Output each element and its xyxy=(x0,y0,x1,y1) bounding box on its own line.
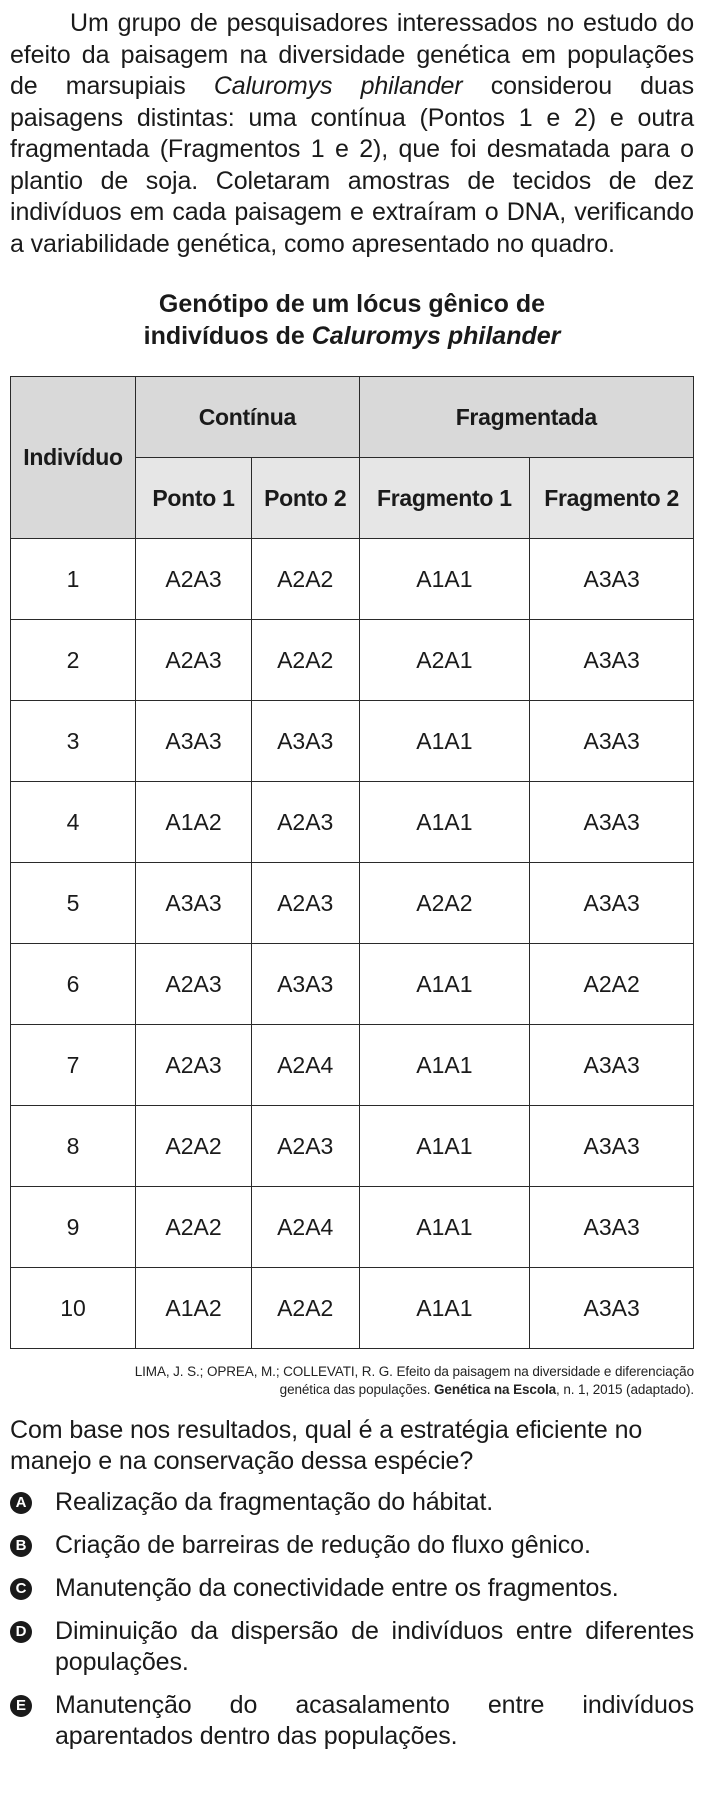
table-row xyxy=(11,1268,694,1349)
table-row xyxy=(11,944,694,1025)
cell-ponto-2: A2A3 xyxy=(251,1106,359,1187)
cell-individuo: 6 xyxy=(11,944,136,1025)
cell-fragmento-2: A3A3 xyxy=(530,1025,694,1106)
question-stem: Com base nos resultados, qual é a estratégia eficiente no manejo e na conservação dessa espécie? xyxy=(10,1416,643,1475)
header-continua: Contínua xyxy=(136,377,359,458)
cell-individuo: 1 xyxy=(11,539,136,620)
cell-ponto-2: A3A3 xyxy=(251,944,359,1025)
table-row xyxy=(11,539,694,620)
cell-fragmento-1: A1A1 xyxy=(359,701,530,782)
subheader-fragmento-2: Fragmento 2 xyxy=(530,458,694,539)
option-b-letter-badge: B xyxy=(10,1535,32,1557)
table-title-species: Caluromys philander xyxy=(311,322,561,350)
option-b[interactable] xyxy=(10,1530,694,1561)
cell-ponto-2: A2A4 xyxy=(251,1187,359,1268)
cell-ponto-1: A2A3 xyxy=(136,1025,252,1106)
intro-species-name: Caluromys philander xyxy=(213,72,463,100)
table-row xyxy=(11,782,694,863)
cell-fragmento-2: A3A3 xyxy=(530,782,694,863)
cell-fragmento-2: A3A3 xyxy=(530,1187,694,1268)
option-c-letter-badge: C xyxy=(10,1578,32,1600)
cell-fragmento-2: A2A2 xyxy=(530,944,694,1025)
source-citation xyxy=(10,1363,694,1399)
cell-ponto-1: A2A2 xyxy=(136,1106,252,1187)
cell-ponto-2: A2A3 xyxy=(251,782,359,863)
subheader-fragmento-1: Fragmento 1 xyxy=(359,458,530,539)
table-title-line2 xyxy=(10,320,694,352)
option-d-text: Diminuição da dispersão de indivíduos entre diferentes populações. xyxy=(55,1617,694,1676)
header-individuo: Indivíduo xyxy=(11,377,136,539)
option-b-text: Criação de barreiras de redução do fluxo gênico. xyxy=(55,1531,591,1559)
cell-fragmento-1: A1A1 xyxy=(359,1025,530,1106)
table-title-prefix: indivíduos de xyxy=(143,322,312,350)
option-e[interactable] xyxy=(10,1690,694,1752)
cell-ponto-1: A2A3 xyxy=(136,539,252,620)
source-line-2-prefix: genética das populações. xyxy=(279,1382,435,1397)
cell-ponto-2: A2A4 xyxy=(251,1025,359,1106)
subheader-ponto-1: Ponto 1 xyxy=(136,458,252,539)
cell-ponto-2: A3A3 xyxy=(251,701,359,782)
cell-ponto-2: A2A2 xyxy=(251,620,359,701)
genotype-table xyxy=(10,376,694,1349)
cell-fragmento-1: A1A1 xyxy=(359,1187,530,1268)
table-row xyxy=(11,620,694,701)
cell-fragmento-1: A1A1 xyxy=(359,1268,530,1349)
table-title-line1: Genótipo de um lócus gênico de xyxy=(158,290,546,318)
source-line-2-suffix: , n. 1, 2015 (adaptado). xyxy=(556,1382,694,1397)
cell-ponto-1: A2A3 xyxy=(136,620,252,701)
cell-fragmento-2: A3A3 xyxy=(530,863,694,944)
cell-individuo: 7 xyxy=(11,1025,136,1106)
cell-fragmento-1: A1A1 xyxy=(359,1106,530,1187)
header-fragmentada: Fragmentada xyxy=(359,377,694,458)
cell-individuo: 9 xyxy=(11,1187,136,1268)
table-row xyxy=(11,1106,694,1187)
cell-ponto-1: A1A2 xyxy=(136,782,252,863)
cell-ponto-1: A3A3 xyxy=(136,701,252,782)
question-page xyxy=(10,8,694,1764)
option-a[interactable] xyxy=(10,1487,694,1518)
source-journal: Genética na Escola xyxy=(434,1382,557,1397)
cell-fragmento-2: A3A3 xyxy=(530,620,694,701)
source-line-2 xyxy=(10,1381,694,1399)
cell-ponto-1: A2A3 xyxy=(136,944,252,1025)
cell-individuo: 4 xyxy=(11,782,136,863)
subheader-ponto-2: Ponto 2 xyxy=(251,458,359,539)
intro-text-part2: considerou duas paisagens distintas: uma contínua (Pontos 1 e 2) e outra fragmentada (Fragmentos 1 e 2), que foi desmatada para o plantio de soja. Coletaram amostras de tecidos de dez indivíduos em cada paisagem e extraíram o DNA, verificando a variabilidade genética, como apresentado no quadro. xyxy=(10,72,694,258)
option-e-text: Manutenção do acasalamento entre indivíduos aparentados dentro das populações. xyxy=(55,1691,694,1750)
cell-ponto-1: A2A2 xyxy=(136,1187,252,1268)
cell-fragmento-2: A3A3 xyxy=(530,1106,694,1187)
cell-individuo: 2 xyxy=(11,620,136,701)
table-title xyxy=(10,288,694,352)
option-c[interactable] xyxy=(10,1573,694,1604)
intro-text-part1: Um grupo de pesquisadores interessados no estudo do efeito da paisagem na diversidade genética em populações de marsupiais xyxy=(10,9,694,100)
option-a-letter-badge: A xyxy=(10,1492,32,1514)
cell-fragmento-1: A1A1 xyxy=(359,944,530,1025)
cell-individuo: 10 xyxy=(11,1268,136,1349)
cell-individuo: 5 xyxy=(11,863,136,944)
cell-ponto-2: A2A2 xyxy=(251,539,359,620)
intro-paragraph xyxy=(10,8,694,260)
table-row xyxy=(11,1187,694,1268)
source-line-1: LIMA, J. S.; OPREA, M.; COLLEVATI, R. G. Efeito da paisagem na diversidade e diferenciação xyxy=(134,1364,694,1379)
cell-fragmento-2: A3A3 xyxy=(530,1268,694,1349)
option-d-letter-badge: D xyxy=(10,1621,32,1643)
cell-fragmento-1: A2A1 xyxy=(359,620,530,701)
cell-fragmento-1: A1A1 xyxy=(359,539,530,620)
cell-fragmento-2: A3A3 xyxy=(530,539,694,620)
cell-ponto-2: A2A2 xyxy=(251,1268,359,1349)
table-row xyxy=(11,863,694,944)
table-row xyxy=(11,1025,694,1106)
cell-ponto-1: A3A3 xyxy=(136,863,252,944)
answer-options xyxy=(10,1487,694,1752)
cell-ponto-2: A2A3 xyxy=(251,863,359,944)
option-d[interactable] xyxy=(10,1616,694,1678)
option-c-text: Manutenção da conectividade entre os fragmentos. xyxy=(55,1574,619,1602)
option-e-letter-badge: E xyxy=(10,1695,32,1717)
table-row xyxy=(11,701,694,782)
cell-fragmento-2: A3A3 xyxy=(530,701,694,782)
cell-ponto-1: A1A2 xyxy=(136,1268,252,1349)
cell-fragmento-1: A1A1 xyxy=(359,782,530,863)
cell-individuo: 8 xyxy=(11,1106,136,1187)
cell-individuo: 3 xyxy=(11,701,136,782)
cell-fragmento-1: A2A2 xyxy=(359,863,530,944)
option-a-text: Realização da fragmentação do hábitat. xyxy=(55,1488,494,1516)
